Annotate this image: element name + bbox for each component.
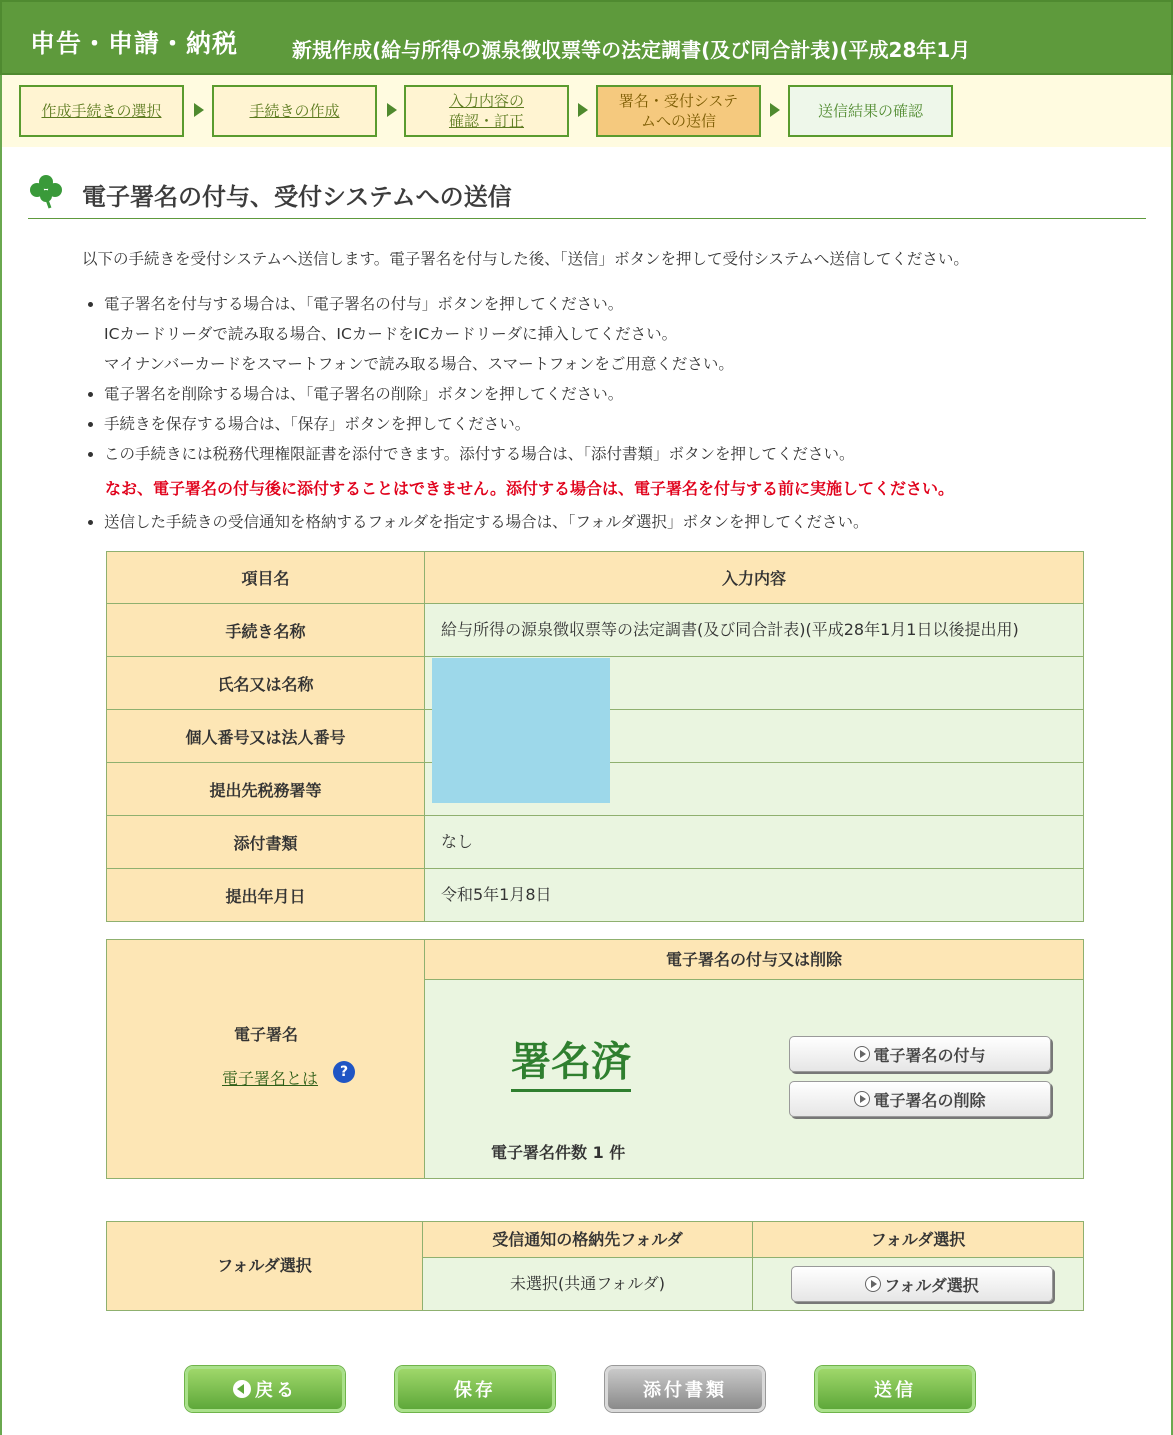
redaction-block (432, 658, 610, 803)
signature-label: 電子署名 (233, 1025, 298, 1044)
step-sign-and-send: 署名・受付システ ムへの送信 (596, 85, 761, 137)
page-title: 電子署名の付与、受付システムへの送信 (82, 183, 512, 211)
warning-text: なお、電子署名の付与後に添付することはできません。添付する場合は、電子署名を付与する前に実施してください。 (105, 479, 954, 498)
attach-documents-button: 添付書類 (605, 1366, 765, 1412)
table-row (107, 816, 1084, 869)
row-label: 提出先税務署等 (107, 763, 425, 816)
save-button[interactable]: 保存 (395, 1366, 555, 1412)
bullet-dot (88, 302, 93, 307)
header-title: 新規作成(給与所得の源泉徴収票等の法定調書(及び同合計表)(平成28年1月 (292, 38, 971, 62)
folder-panel (106, 1221, 1084, 1311)
clover-icon (28, 173, 64, 209)
main-content: 電子署名の付与、受付システムへの送信 以下の手続きを受付システムへ送信します。電子署名を付与した後、「送信」ボタンを押して受付システムへ送信してください。 電子署名を付与する場合は、「電子署名の付与」ボタンを押してください。 ICカードリーダで読み取る場合、ICカードをICカードリーダに挿入してください。 マイナンバーカードをスマートフォンで読み取る場合、スマートフォンをご用意ください。 電子署名を削除する場合は、「電子署名の削除」ボタンを押してください。 手続きを保存する場合は、「保存」ボタンを押してください。 この手続きには税務代理権限証書を添付できます。添付する場合は、「添付書類」ボタンを押してください。 なお、電子署名の付与後に添付することはできません。添付する場合は、電子署名を付与する前に実施してください。 送信した手続きの受信通知を格納するフォルダを指定する場合は、「フォルダ選択」ボタンを押してください。 項目名 入力内容 手続き名称 給与所得の源泉徴収票等の法定調書(及び同合計表)(平成28年1月1日以後提出用) 氏名又は名称 個人番号又は法人番号 提出先税務署等 添付書類 なし 提出年月日 令和5年1月8日 電子署名 電子署名とは ? 電子署名の付与又は削除 署名済 電子署名の付与 電子署名の削除 電子署名件数 1 件 フォルダ選択 受信通知の格納先フォルダ フォルダ選択 未選択(共通フォルダ) フォルダ選択 戻る 保存 添付書類 送信 (0, 147, 1173, 1435)
step-arrow-icon (194, 103, 204, 117)
delete-signature-button[interactable]: 電子署名の削除 (789, 1081, 1051, 1117)
help-icon[interactable]: ? (333, 1061, 355, 1083)
folder-select-column-header: フォルダ選択 (753, 1222, 1083, 1258)
header-category: 申告・申請・納税 (30, 29, 239, 58)
play-icon (865, 1276, 881, 1292)
step-select-procedure[interactable]: 作成手続きの選択 (19, 85, 184, 137)
row-value: なし (425, 816, 1084, 869)
column-header-value: 入力内容 (425, 552, 1084, 604)
row-label: 手続き名称 (107, 604, 425, 657)
header-bar (0, 0, 1173, 75)
bullet-dot (88, 392, 93, 397)
step-arrow-icon (578, 103, 588, 117)
step-check-result: 送信結果の確認 (788, 85, 953, 137)
folder-column-header: 受信通知の格納先フォルダ (423, 1222, 753, 1258)
back-arrow-icon (233, 1380, 251, 1398)
folder-label: フォルダ選択 (107, 1222, 423, 1310)
back-button[interactable]: 戻る (185, 1366, 345, 1412)
step-nav (0, 75, 1173, 147)
bullet-dot (88, 452, 93, 457)
folder-select-button[interactable]: フォルダ選択 (791, 1266, 1053, 1302)
page-heading (28, 173, 1146, 219)
column-header-item: 項目名 (107, 552, 425, 604)
step-create-procedure[interactable]: 手続きの作成 (212, 85, 377, 137)
send-button[interactable]: 送信 (815, 1366, 975, 1412)
intro-text: 以下の手続きを受付システムへ送信します。電子署名を付与した後、「送信」ボタンを押して受付システムへ送信してください。 (82, 250, 969, 268)
play-icon (854, 1046, 870, 1062)
table-row (107, 869, 1084, 922)
step-arrow-icon (770, 103, 780, 117)
signature-label-cell (107, 940, 425, 1178)
signature-count: 電子署名件数 1 件 (491, 1143, 626, 1162)
bullet-dot (88, 520, 93, 525)
step-confirm-input[interactable]: 入力内容の 確認・訂正 (404, 85, 569, 137)
table-header-row (107, 552, 1084, 604)
signature-panel (106, 939, 1084, 1179)
signature-body (425, 980, 1083, 1178)
row-label: 提出年月日 (107, 869, 425, 922)
folder-value: 未選択(共通フォルダ) (423, 1258, 753, 1310)
row-value: 給与所得の源泉徴収票等の法定調書(及び同合計表)(平成28年1月1日以後提出用) (425, 604, 1084, 657)
table-row (107, 604, 1084, 657)
bullet-dot (88, 422, 93, 427)
row-label: 添付書類 (107, 816, 425, 869)
row-label: 氏名又は名称 (107, 657, 425, 710)
add-signature-button[interactable]: 電子署名の付与 (789, 1036, 1051, 1072)
row-label: 個人番号又は法人番号 (107, 710, 425, 763)
signature-help-link[interactable]: 電子署名とは (222, 1069, 319, 1088)
signed-status: 署名済 (511, 1030, 631, 1092)
play-icon (854, 1091, 870, 1107)
step-arrow-icon (387, 103, 397, 117)
signature-header: 電子署名の付与又は削除 (425, 940, 1083, 980)
row-value: 令和5年1月8日 (425, 869, 1084, 922)
